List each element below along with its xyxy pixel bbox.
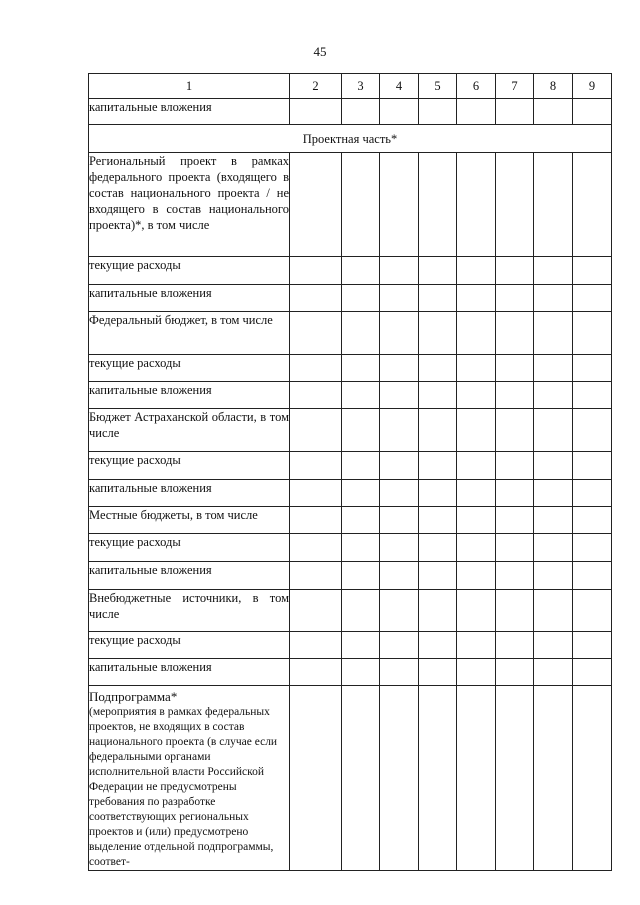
empty-cell [496,632,534,659]
empty-cell [419,409,457,452]
empty-cell [573,452,612,480]
empty-cell [573,534,612,562]
header-row [89,74,612,99]
empty-cell [380,285,419,312]
empty-cell [419,507,457,534]
empty-cell [457,285,496,312]
empty-cell [573,355,612,382]
empty-cell [419,452,457,480]
table-row [89,686,612,871]
empty-cell [290,285,342,312]
empty-cell [573,562,612,590]
empty-cell [496,686,534,871]
column-header-4: 4 [380,74,419,99]
row-label: Федеральный бюджет, в том числе [89,312,290,355]
empty-cell [380,534,419,562]
subprogram-title: Подпрограмма* [89,689,178,704]
row-label: капитальные вложения [89,659,290,686]
empty-cell [290,452,342,480]
table-row [89,125,612,153]
empty-cell [380,507,419,534]
empty-cell [496,562,534,590]
table-row [89,659,612,686]
empty-cell [342,562,380,590]
empty-cell [457,312,496,355]
empty-cell [496,480,534,507]
empty-cell [290,562,342,590]
column-header-7: 7 [496,74,534,99]
empty-cell [573,99,612,125]
row-label: текущие расходы [89,534,290,562]
row-label: Местные бюджеты, в том числе [89,507,290,534]
empty-cell [534,257,573,285]
empty-cell [573,686,612,871]
empty-cell [419,99,457,125]
empty-cell [290,686,342,871]
empty-cell [380,382,419,409]
row-label: капитальные вложения [89,480,290,507]
empty-cell [496,590,534,632]
empty-cell [380,632,419,659]
empty-cell [573,632,612,659]
empty-cell [457,409,496,452]
empty-cell [290,382,342,409]
empty-cell [457,99,496,125]
empty-cell [342,99,380,125]
empty-cell [457,153,496,257]
row-label [89,686,290,871]
empty-cell [380,659,419,686]
empty-cell [419,562,457,590]
empty-cell [496,355,534,382]
empty-cell [419,153,457,257]
empty-cell [534,659,573,686]
empty-cell [573,507,612,534]
row-label: капитальные вложения [89,562,290,590]
row-label: капитальные вложения [89,285,290,312]
empty-cell [534,562,573,590]
empty-cell [534,452,573,480]
empty-cell [457,355,496,382]
empty-cell [457,562,496,590]
empty-cell [534,534,573,562]
empty-cell [419,285,457,312]
table-row [89,632,612,659]
empty-cell [342,409,380,452]
budget-table [88,73,612,871]
empty-cell [534,312,573,355]
column-header-6: 6 [457,74,496,99]
empty-cell [380,480,419,507]
empty-cell [457,659,496,686]
empty-cell [573,590,612,632]
empty-cell [573,257,612,285]
empty-cell [342,285,380,312]
empty-cell [290,153,342,257]
table-row [89,355,612,382]
empty-cell [290,257,342,285]
empty-cell [496,534,534,562]
empty-cell [342,452,380,480]
empty-cell [419,257,457,285]
empty-cell [290,534,342,562]
empty-cell [573,153,612,257]
empty-cell [534,285,573,312]
empty-cell [534,632,573,659]
empty-cell [290,409,342,452]
empty-cell [342,355,380,382]
empty-cell [496,452,534,480]
empty-cell [380,452,419,480]
empty-cell [290,355,342,382]
empty-cell [342,659,380,686]
table-row [89,480,612,507]
empty-cell [290,312,342,355]
column-header-8: 8 [534,74,573,99]
empty-cell [290,590,342,632]
empty-cell [342,382,380,409]
table-row [89,507,612,534]
table-row [89,562,612,590]
empty-cell [380,590,419,632]
empty-cell [534,382,573,409]
section-heading: Проектная часть* [89,125,612,153]
empty-cell [290,659,342,686]
empty-cell [496,99,534,125]
empty-cell [496,409,534,452]
empty-cell [380,562,419,590]
empty-cell [380,686,419,871]
empty-cell [457,452,496,480]
row-label: текущие расходы [89,257,290,285]
empty-cell [342,153,380,257]
empty-cell [457,590,496,632]
empty-cell [496,285,534,312]
empty-cell [419,686,457,871]
row-label: Бюджет Астраханской области, в том числе [89,409,290,452]
table-row [89,590,612,632]
empty-cell [534,153,573,257]
row-label: текущие расходы [89,355,290,382]
empty-cell [496,382,534,409]
empty-cell [342,590,380,632]
empty-cell [290,507,342,534]
column-header-2: 2 [290,74,342,99]
empty-cell [290,632,342,659]
empty-cell [457,632,496,659]
empty-cell [534,507,573,534]
empty-cell [342,686,380,871]
table-row [89,257,612,285]
empty-cell [496,659,534,686]
empty-cell [534,409,573,452]
empty-cell [496,257,534,285]
column-header-5: 5 [419,74,457,99]
table-row [89,452,612,480]
table-body [89,99,612,871]
empty-cell [419,534,457,562]
empty-cell [573,659,612,686]
empty-cell [457,257,496,285]
empty-cell [380,153,419,257]
empty-cell [573,409,612,452]
row-label: капитальные вложения [89,382,290,409]
empty-cell [342,507,380,534]
empty-cell [573,382,612,409]
empty-cell [419,632,457,659]
row-label: Региональный проект в рамках федерального проекта (входящего в состав национального проекта / не входящего в состав национального проекта)*, в том числе [89,153,290,257]
table-row [89,382,612,409]
table-row [89,153,612,257]
empty-cell [457,686,496,871]
empty-cell [534,686,573,871]
table-row [89,285,612,312]
empty-cell [457,382,496,409]
empty-cell [457,534,496,562]
row-label: текущие расходы [89,452,290,480]
empty-cell [380,355,419,382]
empty-cell [419,312,457,355]
empty-cell [342,480,380,507]
subprogram-description: (мероприятия в рамках федеральных проектов, не входящих в состав национального проекта (в случае если федеральными органами исполнительной власти Российской Федерации не предусмотрены требования по разработке соответствующих региональных проектов и (или) предусмотрено выделение отдельной подпрограммы, соответ- [89,706,278,868]
empty-cell [380,257,419,285]
empty-cell [342,632,380,659]
empty-cell [573,285,612,312]
empty-cell [419,659,457,686]
empty-cell [290,480,342,507]
column-header-9: 9 [573,74,612,99]
empty-cell [419,382,457,409]
empty-cell [290,99,342,125]
empty-cell [380,312,419,355]
empty-cell [496,312,534,355]
empty-cell [457,480,496,507]
empty-cell [419,480,457,507]
empty-cell [573,312,612,355]
table-row [89,534,612,562]
table-row [89,409,612,452]
empty-cell [573,480,612,507]
empty-cell [534,99,573,125]
empty-cell [496,153,534,257]
page-number: 45 [313,44,327,59]
table-row [89,312,612,355]
empty-cell [534,480,573,507]
row-label: капитальные вложения [89,99,290,125]
empty-cell [380,99,419,125]
empty-cell [342,257,380,285]
empty-cell [534,590,573,632]
column-header-1: 1 [89,74,290,99]
empty-cell [496,507,534,534]
table-row [89,99,612,125]
row-label: текущие расходы [89,632,290,659]
empty-cell [534,355,573,382]
empty-cell [457,507,496,534]
row-label: Внебюджетные источники, в том числе [89,590,290,632]
empty-cell [342,534,380,562]
table-header [89,74,612,99]
empty-cell [419,355,457,382]
empty-cell [380,409,419,452]
empty-cell [419,590,457,632]
column-header-3: 3 [342,74,380,99]
empty-cell [342,312,380,355]
